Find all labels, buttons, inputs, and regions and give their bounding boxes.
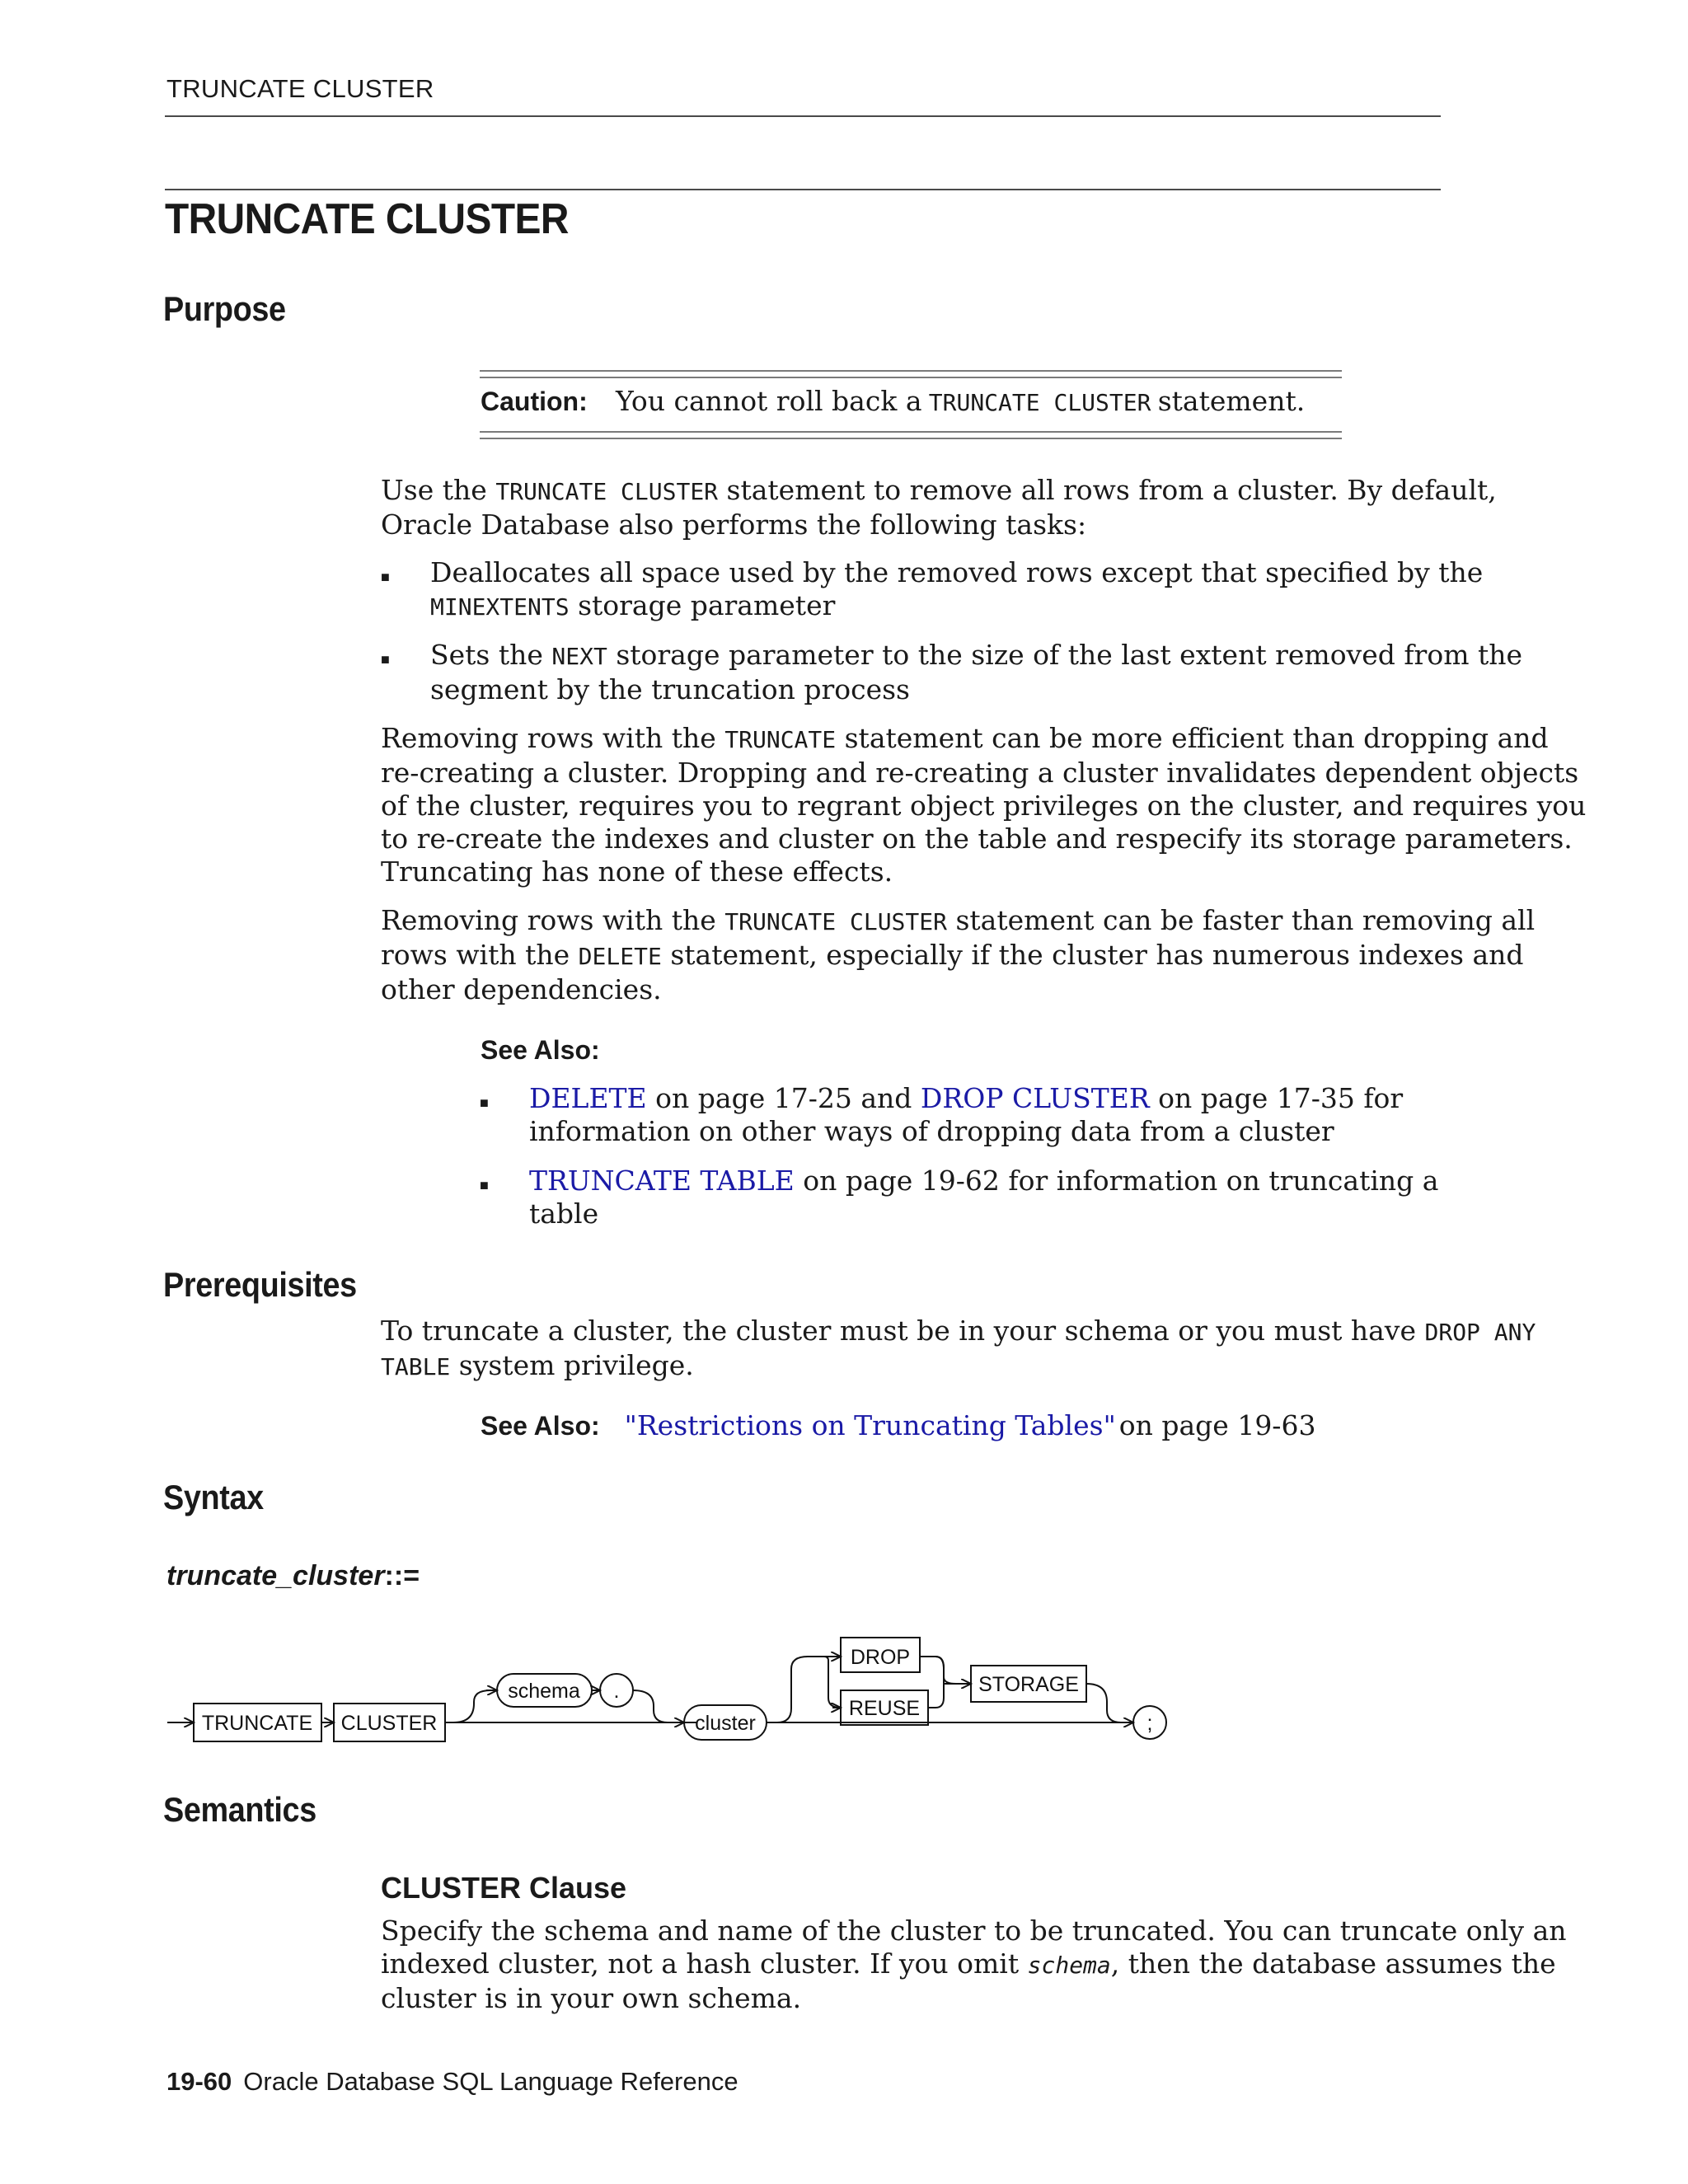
cluster-clause-paragraph: Specify the schema and name of the cluster to be truncated. You can truncate only an indexed cluster, not a hash cluster. If you omit schema, then the database assumes the cluster is in your own schema. (381, 1915, 1567, 2014)
reuse-keyword: REUSE (848, 1697, 921, 1720)
cluster-label: cluster (695, 1712, 756, 1735)
purpose-heading: Purpose (163, 289, 286, 328)
cluster-keyword: CLUSTER (340, 1712, 438, 1735)
truncate-table-link[interactable]: TRUNCATE TABLE (529, 1165, 795, 1197)
list-item: Deallocates all space used by the removed rows except that specified by the MINEXTENTS storage parameter (430, 556, 1484, 621)
delete-link[interactable]: DELETE (529, 1082, 647, 1114)
semicolon-label: ; (1146, 1712, 1153, 1735)
caution-label: Caution: (481, 387, 588, 416)
drop-cluster-link[interactable]: DROP CLUSTER (920, 1082, 1150, 1114)
caution-rule-top (480, 370, 1342, 372)
see-also-label: See Also: (481, 1035, 600, 1065)
prerequisites-heading: Prerequisites (163, 1265, 357, 1304)
title-rule (165, 189, 1441, 190)
caution-code: TRUNCATE CLUSTER (928, 389, 1151, 416)
prerequisites-paragraph: To truncate a cluster, the cluster must be in your schema or you must have DROP ANY TABLE system privilege. (381, 1315, 1536, 1381)
syntax-diagram (161, 1611, 1199, 1760)
dot-label: . (613, 1680, 620, 1703)
bullet-icon: ■ (381, 569, 390, 585)
list-item: Sets the NEXT storage parameter to the size of the last extent removed from the segment by the truncation process (430, 639, 1523, 705)
page-footer (166, 2067, 738, 2097)
restrictions-link[interactable]: "Restrictions on Truncating Tables" (624, 1409, 1116, 1441)
bullet-icon: ■ (480, 1177, 489, 1193)
running-header: TRUNCATE CLUSTER (166, 74, 434, 103)
drop-keyword: DROP (850, 1646, 911, 1669)
efficiency-paragraph: Removing rows with the TRUNCATE statement can be more efficient than dropping and re-creating a cluster. Dropping and re-creating a cluster invalidates dependent objects of the cluster, requires you to regrant object privileges on the cluster, and requires you to re-create the indexes and cluster on the table and respecify its storage parameters. Truncating has none of these effects. (381, 722, 1587, 888)
caution-rule-top-2 (480, 377, 1342, 378)
bullet-icon: ■ (480, 1094, 489, 1111)
page-number: 19-60 (166, 2067, 232, 2096)
cluster-clause-heading: CLUSTER Clause (381, 1871, 627, 1905)
header-rule (165, 115, 1441, 117)
prerequisites-see-also: See Also: "Restrictions on Truncating Tables" on page 19-63 (481, 1409, 1316, 1441)
syntax-rule-name: truncate_cluster::= (166, 1560, 420, 1591)
see-also-label: See Also: (481, 1411, 600, 1441)
caution-text: You cannot roll back a (616, 385, 922, 417)
caution-text-end: statement. (1157, 385, 1306, 417)
page-title: TRUNCATE CLUSTER (165, 195, 569, 243)
see-also-item: TRUNCATE TABLE on page 19-62 for information on truncating a table (529, 1165, 1439, 1230)
intro-paragraph: Use the TRUNCATE CLUSTER statement to remove all rows from a cluster. By default, Oracle Database also performs the following tasks: (381, 474, 1497, 541)
see-also-item: DELETE on page 17-25 and DROP CLUSTER on page 17-35 for information on other ways of dropping data from a cluster (529, 1082, 1404, 1147)
caution-note (481, 385, 1305, 419)
storage-keyword: STORAGE (978, 1673, 1079, 1696)
syntax-heading: Syntax (163, 1478, 264, 1516)
truncate-keyword: TRUNCATE (201, 1712, 313, 1735)
caution-rule-bottom-2 (480, 438, 1342, 439)
schema-label: schema (508, 1680, 580, 1703)
speed-paragraph: Removing rows with the TRUNCATE CLUSTER statement can be faster than removing all rows with the DELETE statement, especially if the cluster has numerous indexes and other dependencies. (381, 904, 1536, 1005)
bullet-icon: ■ (381, 651, 390, 668)
caution-rule-bottom (480, 431, 1342, 433)
book-title: Oracle Database SQL Language Reference (243, 2067, 738, 2096)
semantics-heading: Semantics (163, 1790, 316, 1829)
